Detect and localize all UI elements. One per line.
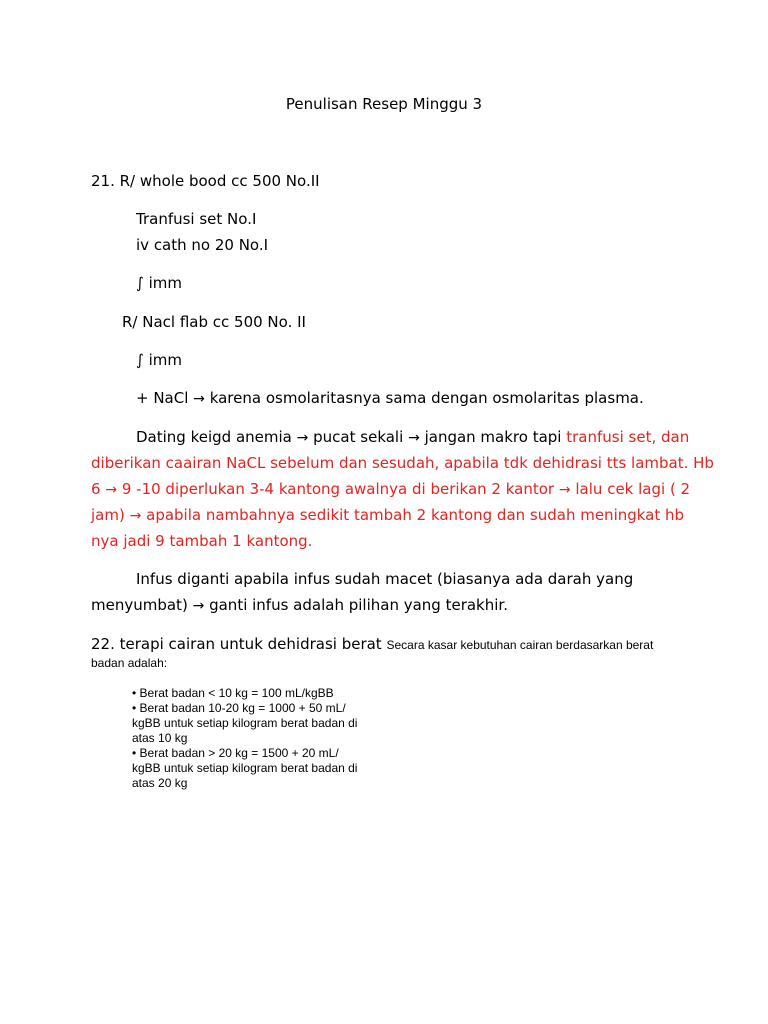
page-title: Penulisan Resep Minggu 3 [285, 95, 483, 113]
item22-intro-cont: badan adalah: [91, 656, 168, 670]
arrow-right-icon: → [558, 482, 571, 498]
arrow-right-icon: → [408, 430, 420, 446]
p1-l3-a: 6 [91, 480, 101, 498]
paragraph1-line5: nya jadi 9 tambah 1 kantong. [91, 532, 313, 550]
bullet-line: • Berat badan > 20 kg = 1500 + 20 mL/ [132, 746, 339, 760]
arrow-right-icon: → [193, 391, 205, 407]
p1-l3-c: lalu cek lagi ( 2 [575, 480, 691, 498]
item21-nacl-note [136, 388, 644, 409]
arrow-right-icon: → [192, 598, 205, 614]
item22-intro: Secara kasar kebutuhan cairan berdasarkan berat [386, 638, 654, 652]
bullet-line: atas 20 kg [132, 776, 188, 790]
arrow-right-icon: → [129, 508, 142, 524]
item21-prescription-2: R/ Nacl flab cc 500 No. II [122, 313, 306, 331]
p1-l4-b: apabila nambahnya sedikit tambah 2 kantong dan sudah meningkat hb [146, 506, 685, 524]
p1-text-a: Dating keigd anemia [136, 428, 292, 446]
p1-text-c: jangan makro tapi [424, 428, 562, 446]
item21-tranfusi-set: Tranfusi set No.I [136, 210, 257, 228]
nacl-text: + NaCl [136, 389, 189, 407]
paragraph1-line4 [91, 505, 684, 526]
nacl-reason: karena osmolaritasnya sama dengan osmolaritas plasma. [209, 389, 644, 407]
p2-l2-b: ganti infus adalah pilihan yang terakhir. [209, 596, 508, 614]
p1-red-text: tranfusi set, dan [566, 428, 690, 446]
bullet-line: atas 10 kg [132, 731, 188, 745]
item21-iv-cath: iv cath no 20 No.I [136, 236, 269, 254]
item22-heading-line [91, 634, 653, 655]
bullet-line: • Berat badan 10-20 kg = 1000 + 50 mL/ [132, 701, 346, 715]
paragraph2-line1: Infus diganti apabila infus sudah macet (biasanya ada darah yang [136, 570, 634, 588]
p1-text-b: pucat sekali [313, 428, 404, 446]
item21-signa-2: ∫ imm [136, 351, 182, 369]
p2-l2-a: menyumbat) [91, 596, 188, 614]
paragraph1-line1 [136, 427, 689, 448]
paragraph2-line2 [91, 595, 508, 616]
paragraph1-line2: diberikan caairan NaCL sebelum dan sesudah, apabila tdk dehidrasi tts lambat. Hb [91, 454, 714, 472]
paragraph1-line3 [91, 479, 690, 500]
item21-signa-1: ∫ imm [136, 274, 182, 292]
arrow-right-icon: → [296, 430, 309, 446]
p1-l3-b: 9 -10 diperlukan 3-4 kantong awalnya di berikan 2 kantor [121, 480, 555, 498]
item22-heading: 22. terapi cairan untuk dehidrasi berat [91, 635, 382, 653]
bullet-line: • Berat badan < 10 kg = 100 mL/kgBB [132, 686, 334, 700]
item21-prescription-1: 21. R/ whole bood cc 500 No.II [91, 172, 320, 190]
bullet-line: kgBB untuk setiap kilogram berat badan di [132, 716, 358, 730]
arrow-right-icon: → [105, 482, 118, 498]
bullet-line: kgBB untuk setiap kilogram berat badan di [132, 761, 358, 775]
p1-l4-a: jam) [91, 506, 125, 524]
